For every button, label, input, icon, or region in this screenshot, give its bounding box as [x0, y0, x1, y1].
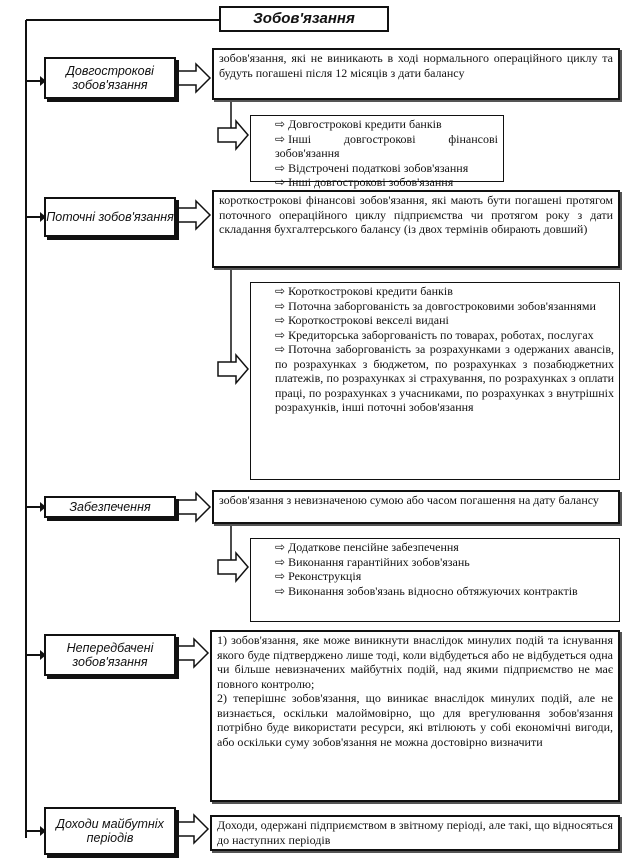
list-item-text: Кредиторська заборгованість по товарах, роботах, послугах — [288, 327, 594, 342]
cat-arrow-2 — [178, 201, 210, 229]
category-current-label: Поточні зобов'язання — [46, 210, 174, 224]
diagram-title: Зобов'язання — [219, 6, 389, 32]
arrow-icon: ⇨ — [275, 569, 286, 583]
list-item-text: Інші довгострокові фінансові зобов'язання — [275, 131, 498, 160]
category-long-term — [44, 57, 176, 99]
cat-arrow-4 — [178, 639, 208, 667]
definition-contingent — [210, 630, 620, 802]
list-item — [275, 284, 614, 299]
list-arrow-1 — [218, 121, 248, 149]
category-deferred-income-label: Доходи майбутніх періодів — [56, 817, 164, 845]
list-item-text: Додаткове пенсійне забезпечення — [288, 540, 459, 554]
list-item — [275, 328, 614, 343]
list-current — [250, 282, 620, 480]
category-provisions-label: Забезпечення — [69, 500, 151, 514]
list-item-text: Реконструкція — [288, 569, 362, 583]
list-item-text: Довгострокові кредити банків — [288, 117, 442, 131]
definition-deferred-income: Доходи, одержані підприємством в звітному періоді, але такі, що відносяться до наступних періодів — [210, 815, 620, 851]
list-item — [275, 569, 614, 584]
arrow-icon: ⇨ — [275, 298, 286, 313]
arrow-icon: ⇨ — [275, 342, 286, 356]
list-long-term — [250, 115, 504, 189]
list-item-text: Виконання гарантійних зобов'язань — [288, 554, 470, 569]
list-item-text: Відстрочені податкові зобов'язання — [288, 160, 469, 175]
arrow-icon: ⇨ — [275, 313, 286, 327]
list-item-text: Поточна заборгованість за розрахунками з одержаних авансів, по розрахунках з бюджетом, по розрахунках з позабюджетних платежів, по розрахунках зі страхування, по розрахунках з оплати праці, по розрахунках з учасниками, по розрахунках з внутрішніх розрахунків, інші поточні зобов'язання — [275, 342, 614, 414]
arrow-icon: ⇨ — [275, 175, 286, 189]
arrow-icon: ⇨ — [275, 554, 286, 569]
arrow-icon: ⇨ — [275, 583, 286, 598]
list-item — [275, 540, 614, 555]
cat-arrow-1 — [178, 64, 210, 92]
cat-arrow-5 — [178, 815, 208, 843]
list-item — [275, 313, 614, 328]
list-item-text: Інші довгострокові зобов'язання — [288, 175, 454, 189]
category-long-term-label: Довгострокові зобов'язання — [66, 64, 154, 92]
list-arrow-2 — [218, 355, 248, 383]
definition-contingent-part-1: 1) зобов'язання, яке може виникнути внаслідок минулих подій та існування якого буде підтверджено лише тоді, коли відбудеться або не відбудеться одна чи більше невизначених майбутніх подій, над якими підприємство не має повного контролю; — [217, 633, 613, 691]
arrow-icon: ⇨ — [275, 284, 286, 298]
list-item-text: Короткострокові кредити банків — [288, 284, 453, 298]
list-item — [275, 555, 614, 570]
arrow-icon: ⇨ — [275, 540, 286, 554]
list-item — [275, 161, 498, 176]
cat-arrow-3 — [178, 493, 210, 521]
definition-long-term: зобов'язання, які не виникають в ході нормального операційного циклу та будуть погашені після 12 місяців з дати балансу — [212, 48, 620, 100]
category-current — [44, 197, 176, 237]
arrow-icon: ⇨ — [275, 117, 286, 131]
list-item — [275, 175, 498, 190]
list-item — [275, 299, 614, 314]
arrow-icon: ⇨ — [275, 131, 286, 146]
arrow-icon: ⇨ — [275, 327, 286, 342]
list-item-text: Короткострокові векселі видані — [288, 313, 449, 327]
list-item — [275, 117, 498, 132]
list-provisions — [250, 538, 620, 622]
category-deferred-income — [44, 807, 176, 855]
category-provisions — [44, 496, 176, 518]
arrow-icon: ⇨ — [275, 160, 286, 175]
definition-current: короткострокові фінансові зобов'язання, які мають бути погашені протягом поточного операційного циклу підприємства чи протягом року з дати складання бухгалтерського балансу (із двох термінів обирають довший) — [212, 190, 620, 268]
list-item — [275, 584, 614, 599]
definition-contingent-part-2: 2) теперішнє зобов'язання, що виникає внаслідок минулих подій, але не визнається, оскільки малоймовірно, що для врегулювання зобов'язання потрібно буде використати ресурси, які втілюють у собі економічні вигоди, або оскільки суму зобов'язання не можна достовірно визначити — [217, 691, 613, 749]
list-item — [275, 342, 614, 415]
category-contingent-label: Непередбачені зобов'язання — [66, 641, 154, 669]
list-item — [275, 132, 498, 161]
list-item-text: Виконання зобов'язань відносно обтяжуючих контрактів — [288, 583, 578, 598]
category-contingent — [44, 634, 176, 676]
definition-provisions: зобов'язання з невизначеною сумою або часом погашення на дату балансу — [212, 490, 620, 524]
list-item-text: Поточна заборгованість за довгостроковими зобов'язаннями — [288, 298, 596, 313]
list-arrow-3 — [218, 553, 248, 581]
